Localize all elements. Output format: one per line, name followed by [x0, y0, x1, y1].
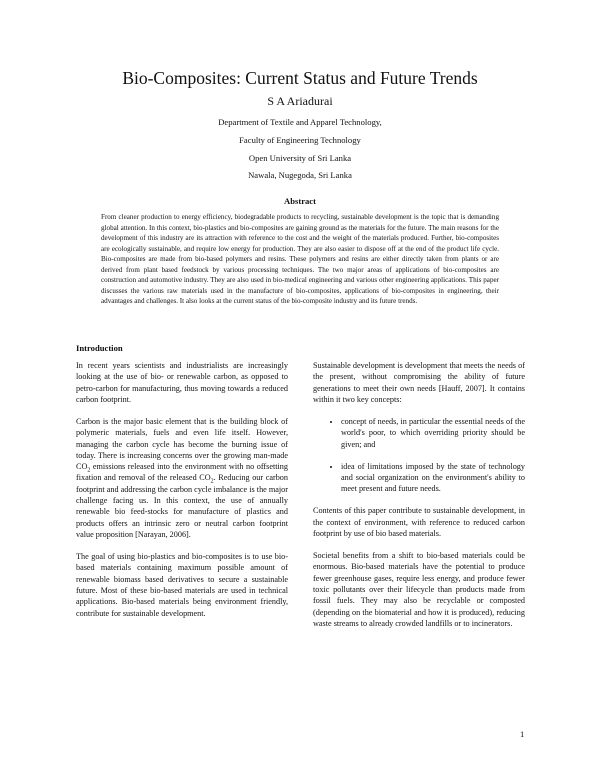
co2-subscript-1: 2 — [87, 467, 91, 474]
intro-paragraph-1: In recent years scientists and industrialists are increasingly looking at the use of bio- or renewable carbon, as opposed to petro-carbon for manufacturing, thus moving towards a reduced carbon footprint. — [76, 361, 288, 404]
list-item: • concept of needs, in particular the essential needs of the world's poor, to which overriding priority should be given; and — [341, 416, 525, 450]
affiliation-line-3: Open University of Sri Lanka — [248, 153, 352, 163]
intro-paragraph-2 — [76, 416, 288, 540]
affiliation-line-1: Department of Textile and Apparel Technology, — [218, 117, 382, 127]
sustainable-dev-paragraph: Sustainable development is development that meets the needs of the present, without compromising the ability of future generations to meet their own needs [Hauff, 2007]. It contains within it two key concepts: — [313, 361, 525, 404]
societal-benefits-paragraph: Societal benefits from a shift to bio-based materials could be enormous. Bio-based materials have the potential to produce fewer greenhouse gases, require less energy, and produce fewer toxic pollutants over their lifecycle than products made from fossil fuels. They may also be recyclable or composted (depending on the biomaterial and how it is produced), reducing waste streams to already crowded landfills or to incinerators. — [313, 551, 525, 628]
left-column — [76, 360, 288, 630]
key-concepts-list — [313, 416, 525, 495]
author-name: S A Ariadurai — [267, 94, 333, 108]
abstract-heading: Abstract — [284, 196, 316, 206]
abstract-text: From cleaner production to energy efficiency, biodegradable products to recycling, sustainable development is the topic that is demanding global attention. In this context, bio-plastics and bio-composites are gaining ground as the materials for the future. The main reasons for the development of this industry are its attraction with reference to the cost and the weight of the materials produced. Further, bio-composites are ecologically sustainable, and require low energy for production. They are also easier to dispose off at the end of the product life cycle. Bio-composites are made from bio-based polymers and resins. These polymers and resins are either directly taken from plants or are derived from plant based feedstock by various processing techniques. The two major areas of applications of bio-composites are construction and automotive industry. They are also used in bio-medical engineering and various other engineering applications. This paper discusses the various raw materials used in the manufacture of bio-composites, applications of bio-composites in engineering, their advantages and challenges. It also looks at the current status of the bio-composite industry and its future trends. — [101, 213, 499, 305]
right-column — [313, 360, 525, 640]
affiliation-line-2: Faculty of Engineering Technology — [239, 135, 361, 145]
co2-subscript-2: 2 — [210, 479, 214, 486]
intro-paragraph-3: The goal of using bio-plastics and bio-composites is to use bio-based materials containing maximum possible amount of renewable biomass based derivatives to secure a sustainable future. Most of these bio-based materials are used in technical applications. Bio-based materials being environment friendly, contribute for sustainable development. — [76, 552, 288, 618]
affiliation-line-4: Nawala, Nugegoda, Sri Lanka — [248, 170, 352, 180]
intro-p2-text-c: . Reducing our carbon footprint and addressing the carbon cycle imbalance is the major challenge facing us. In this context, the use of annually renewable bio feed-stocks for manufacture of plastics and products offers an intrinsic zero or neutral carbon footprint value proposition [Narayan, 2006]. — [76, 473, 288, 539]
introduction-heading: Introduction — [76, 343, 123, 353]
contents-paragraph: Contents of this paper contribute to sustainable development, in the context of environment, with reference to reduced carbon footprint by use of bio based materials. — [313, 506, 525, 538]
intro-p2-text-a: Carbon is the major basic element that is the building block of polymeric materials, fuels and even life itself. However, managing the carbon cycle has become the burning issue of today. There is increasing concerns over the growing man-made CO — [76, 416, 288, 472]
paper-title: Bio-Composites: Current Status and Future Trends — [122, 68, 478, 88]
page-number: 1 — [520, 729, 525, 739]
intro-p2-text-b: emissions released into the environment with no offsetting fixation and removal of the released CO — [76, 462, 288, 483]
list-item: • idea of limitations imposed by the state of technology and social organization on the environment's ability to meet present and future needs. — [341, 461, 525, 495]
